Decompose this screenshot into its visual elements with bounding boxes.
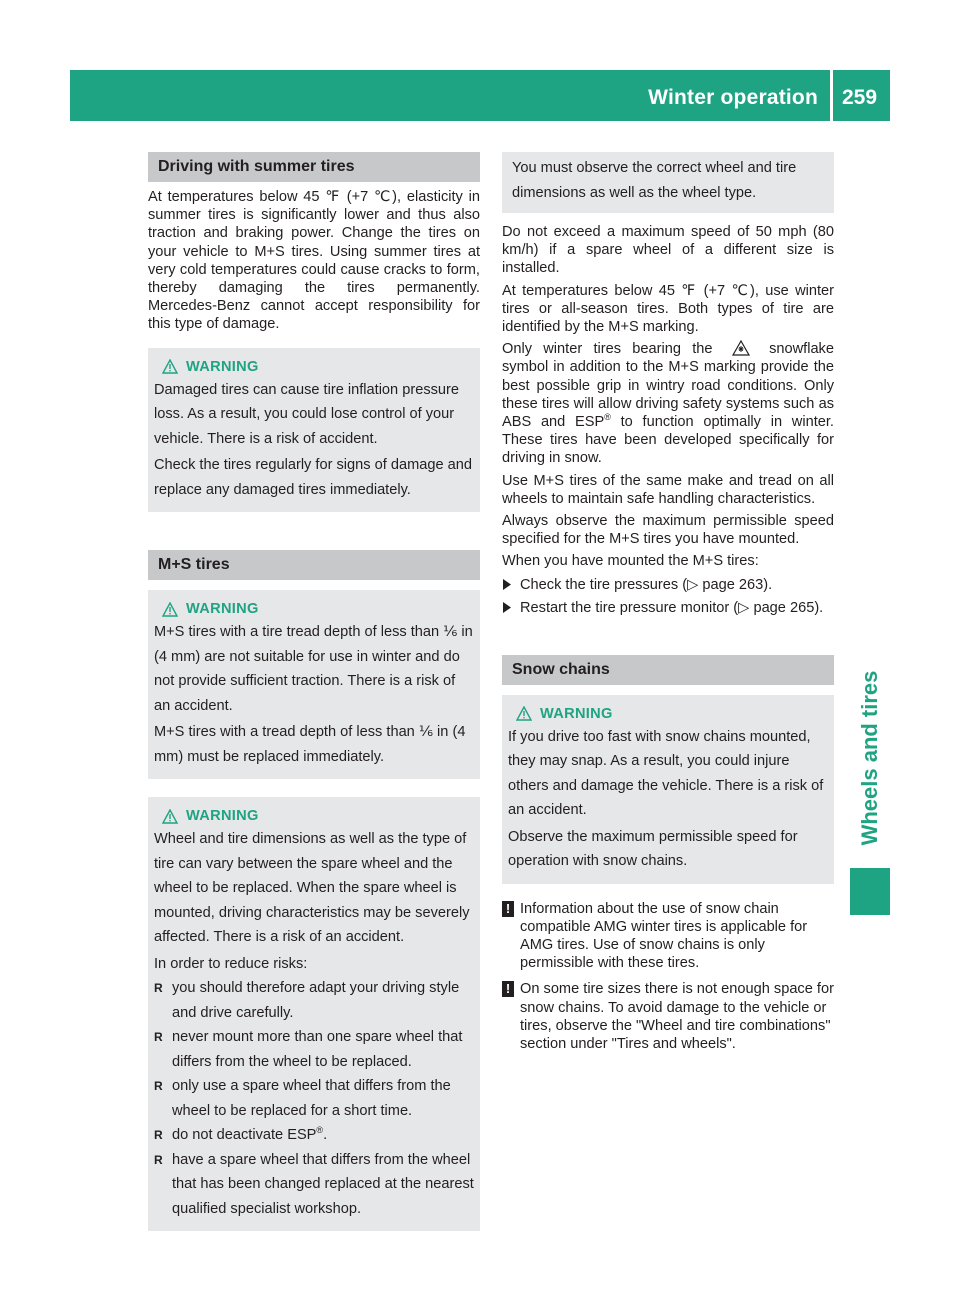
warning-triangle-icon	[162, 359, 178, 374]
warning-header	[154, 598, 474, 620]
info-box-wheel-dimensions	[502, 152, 834, 213]
warning-label: WARNING	[186, 808, 259, 825]
warning-header	[508, 703, 828, 725]
step-item	[502, 598, 834, 619]
list-item	[154, 1025, 474, 1074]
paragraph-snowflake	[502, 340, 834, 467]
warning-text: If you drive too fast with snow chains mounted, they may snap. As a result, you could injure others and damage the vehicle. There is a risk of an accident.	[508, 728, 824, 819]
info-text: You must observe the correct wheel and tire dimensions as well as the wheel type.	[512, 160, 797, 201]
warning-text: Observe the maximum permissible speed for operation with snow chains.	[508, 828, 798, 870]
warning-triangle-icon	[162, 602, 178, 617]
note-icon-glyph: !	[502, 901, 514, 917]
paragraph-winter-tires: At temperatures below 45 ℉ (+7 ℃), use winter tires or all-season tires. Both types of tire are identified by the M+S marking.	[502, 282, 834, 336]
note-icon	[502, 900, 520, 973]
right-column	[502, 152, 834, 1061]
warning-box-snow-chains	[502, 695, 834, 884]
page-title: Winter operation	[648, 86, 818, 109]
section-heading-snow-chains: Snow chains	[502, 655, 834, 685]
bullet-mark: R	[154, 1030, 163, 1045]
list-item	[154, 976, 474, 1025]
registered-mark: ®	[604, 412, 611, 423]
section-heading-ms-tires: M+S tires	[148, 550, 480, 580]
warning-label: WARNING	[186, 358, 259, 375]
bullet-mark: R	[154, 1128, 163, 1143]
list-item	[154, 1148, 474, 1222]
bullet-mark: R	[154, 1152, 163, 1167]
header-divider	[830, 70, 833, 121]
warning-label: WARNING	[186, 601, 259, 618]
warning-text: Wheel and tire dimensions as well as the type of tire can vary between the spare wheel and the wheel to be replaced. When the spare wheel is mounted, driving characteristics may be severely affected. There is a risk of an accident.	[154, 831, 470, 946]
list-item-text: have a spare wheel that differs from the wheel that has been changed replaced at the nearest qualified specialist workshop.	[172, 1151, 474, 1217]
warning-label: WARNING	[540, 705, 613, 722]
list-item	[154, 1123, 474, 1148]
section-heading-summer-tires: Driving with summer tires	[148, 152, 480, 182]
note-item	[502, 900, 834, 973]
list-item-text: only use a spare wheel that differs from the wheel to be replaced for a short time.	[172, 1078, 451, 1119]
bullet-mark: R	[154, 981, 163, 996]
warning-triangle-icon	[516, 706, 532, 721]
bullet-mark: R	[154, 1079, 163, 1094]
paragraph-max-speed: Do not exceed a maximum speed of 50 mph (80 km/h) if a spare wheel of a different size is installed.	[502, 224, 834, 277]
left-column	[148, 152, 480, 1231]
note-text: Information about the use of snow chain compatible AMG winter tires is applicable for AMG tires. Use of snow chains is only permissible with these tires.	[520, 900, 808, 972]
note-text: On some tire sizes there is not enough space for snow chains. To avoid damage to the vehicle or tires, observe the "Wheel and tire combinations" section under "Tires and wheels".	[520, 981, 834, 1053]
warning-box-spare-wheel	[148, 797, 480, 1231]
warning-header	[154, 805, 474, 827]
warning-text: Damaged tires can cause tire inflation pressure loss. As a result, you could lose control of your vehicle. There is a risk of accident.	[154, 381, 460, 447]
warning-box-tread-depth	[148, 590, 480, 779]
snowflake-text-b: snowflake symbol in addition to the M+S marking provide the best possible grip in wintry road conditions. Only these tires will allow driving safety systems such as ABS and ESP	[502, 341, 834, 431]
step-text[interactable]: Restart the tire pressure monitor (▷ page 265).	[520, 599, 824, 616]
list-item-text-main: do not deactivate ESP	[172, 1127, 317, 1144]
summer-tires-paragraph: At temperatures below 45 ℉ (+7 ℃), elasticity in summer tires is significantly lower and thus also traction and braking power. Change the tires on your vehicle to M+S tires. Using summer tires at very cold temperatures could cause cracks to form, thereby damaging the tires permanently. Mercedes-Benz cannot accept responsibility for this type of damage.	[148, 189, 480, 333]
step-text[interactable]: Check the tire pressures (▷ page 263).	[520, 576, 773, 593]
registered-mark: ®	[316, 1125, 324, 1136]
snowflake-text-c: to function optimally in winter. These tires have been developed specifically for driving in snow.	[502, 414, 834, 467]
page-number: 259	[842, 86, 878, 109]
list-item-text: do not deactivate ESP®.	[172, 1125, 328, 1144]
step-arrow-icon	[502, 575, 520, 596]
step-item	[502, 575, 834, 596]
list-item	[154, 1074, 474, 1123]
step-arrow-icon	[502, 598, 520, 619]
snowflake-text-a: Only winter tires bearing the	[502, 341, 713, 358]
warning-text: M+S tires with a tread depth of less than ⅙ in (4 mm) must be replaced immediately.	[154, 724, 466, 765]
side-tab-label: Wheels and tires	[857, 670, 882, 846]
warning-header	[154, 356, 474, 378]
note-icon	[502, 980, 520, 1053]
warning-text: Check the tires regularly for signs of damage and replace any damaged tires immediately.	[154, 457, 472, 498]
warning-triangle-icon	[162, 809, 178, 824]
warning-text: M+S tires with a tire tread depth of less than ⅙ in (4 mm) are not suitable for use in winter and do not provide sufficient traction. There is a risk of an accident.	[154, 624, 473, 714]
warning-text: In order to reduce risks:	[154, 955, 308, 972]
snowflake-mountain-icon	[724, 340, 758, 356]
note-icon-glyph: !	[502, 981, 514, 997]
paragraph-max-speed-ms: Always observe the maximum permissible speed specified for the M+S tires you have mounted.	[502, 513, 834, 548]
note-item	[502, 980, 834, 1053]
warning-box-damaged-tires	[148, 348, 480, 513]
list-item-text: never mount more than one spare wheel that differs from the wheel to be replaced.	[172, 1029, 463, 1070]
paragraph-same-tires: Use M+S tires of the same make and tread on all wheels to maintain safe handling characteristics.	[502, 472, 834, 507]
list-item-text: you should therefore adapt your driving style and drive carefully.	[172, 980, 460, 1021]
paragraph-when-mounted: When you have mounted the M+S tires:	[502, 553, 759, 570]
side-tab-marker	[850, 868, 890, 915]
